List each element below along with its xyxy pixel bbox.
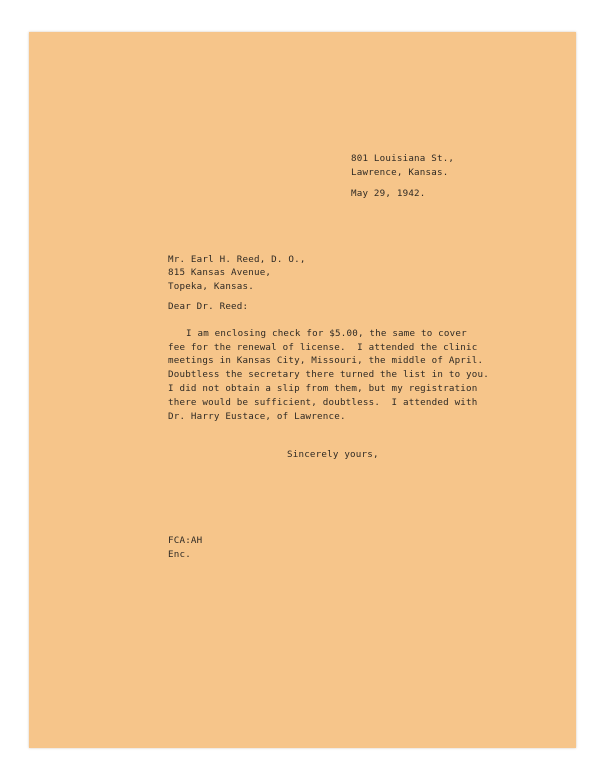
enclosure-notation: Enc. <box>168 549 191 560</box>
recipient-line: 815 Kansas Avenue, <box>168 267 272 278</box>
body-line: I did not obtain a slip from them, but my registration <box>168 383 478 394</box>
body-line: meetings in Kansas City, Missouri, the middle of April. <box>168 355 484 366</box>
body-line: I am enclosing check for $5.00, the same to cover <box>186 328 467 339</box>
reference-initials: FCA:AH <box>168 535 203 546</box>
sender-address-line: Lawrence, Kansas. <box>351 167 449 178</box>
body-line: fee for the renewal of license. I attended the clinic <box>168 342 478 353</box>
complimentary-close: Sincerely yours, <box>287 449 379 460</box>
recipient-line: Topeka, Kansas. <box>168 281 254 292</box>
sender-address-line: 801 Louisiana St., <box>351 153 455 164</box>
body-line: there would be sufficient, doubtless. I attended with <box>168 397 478 408</box>
letter-date: May 29, 1942. <box>351 188 426 199</box>
letter-page <box>29 32 576 748</box>
body-line: Doubtless the secretary there turned the list in to you. <box>168 369 489 380</box>
salutation: Dear Dr. Reed: <box>168 301 249 312</box>
body-line: Dr. Harry Eustace, of Lawrence. <box>168 411 346 422</box>
recipient-line: Mr. Earl H. Reed, D. O., <box>168 254 306 265</box>
